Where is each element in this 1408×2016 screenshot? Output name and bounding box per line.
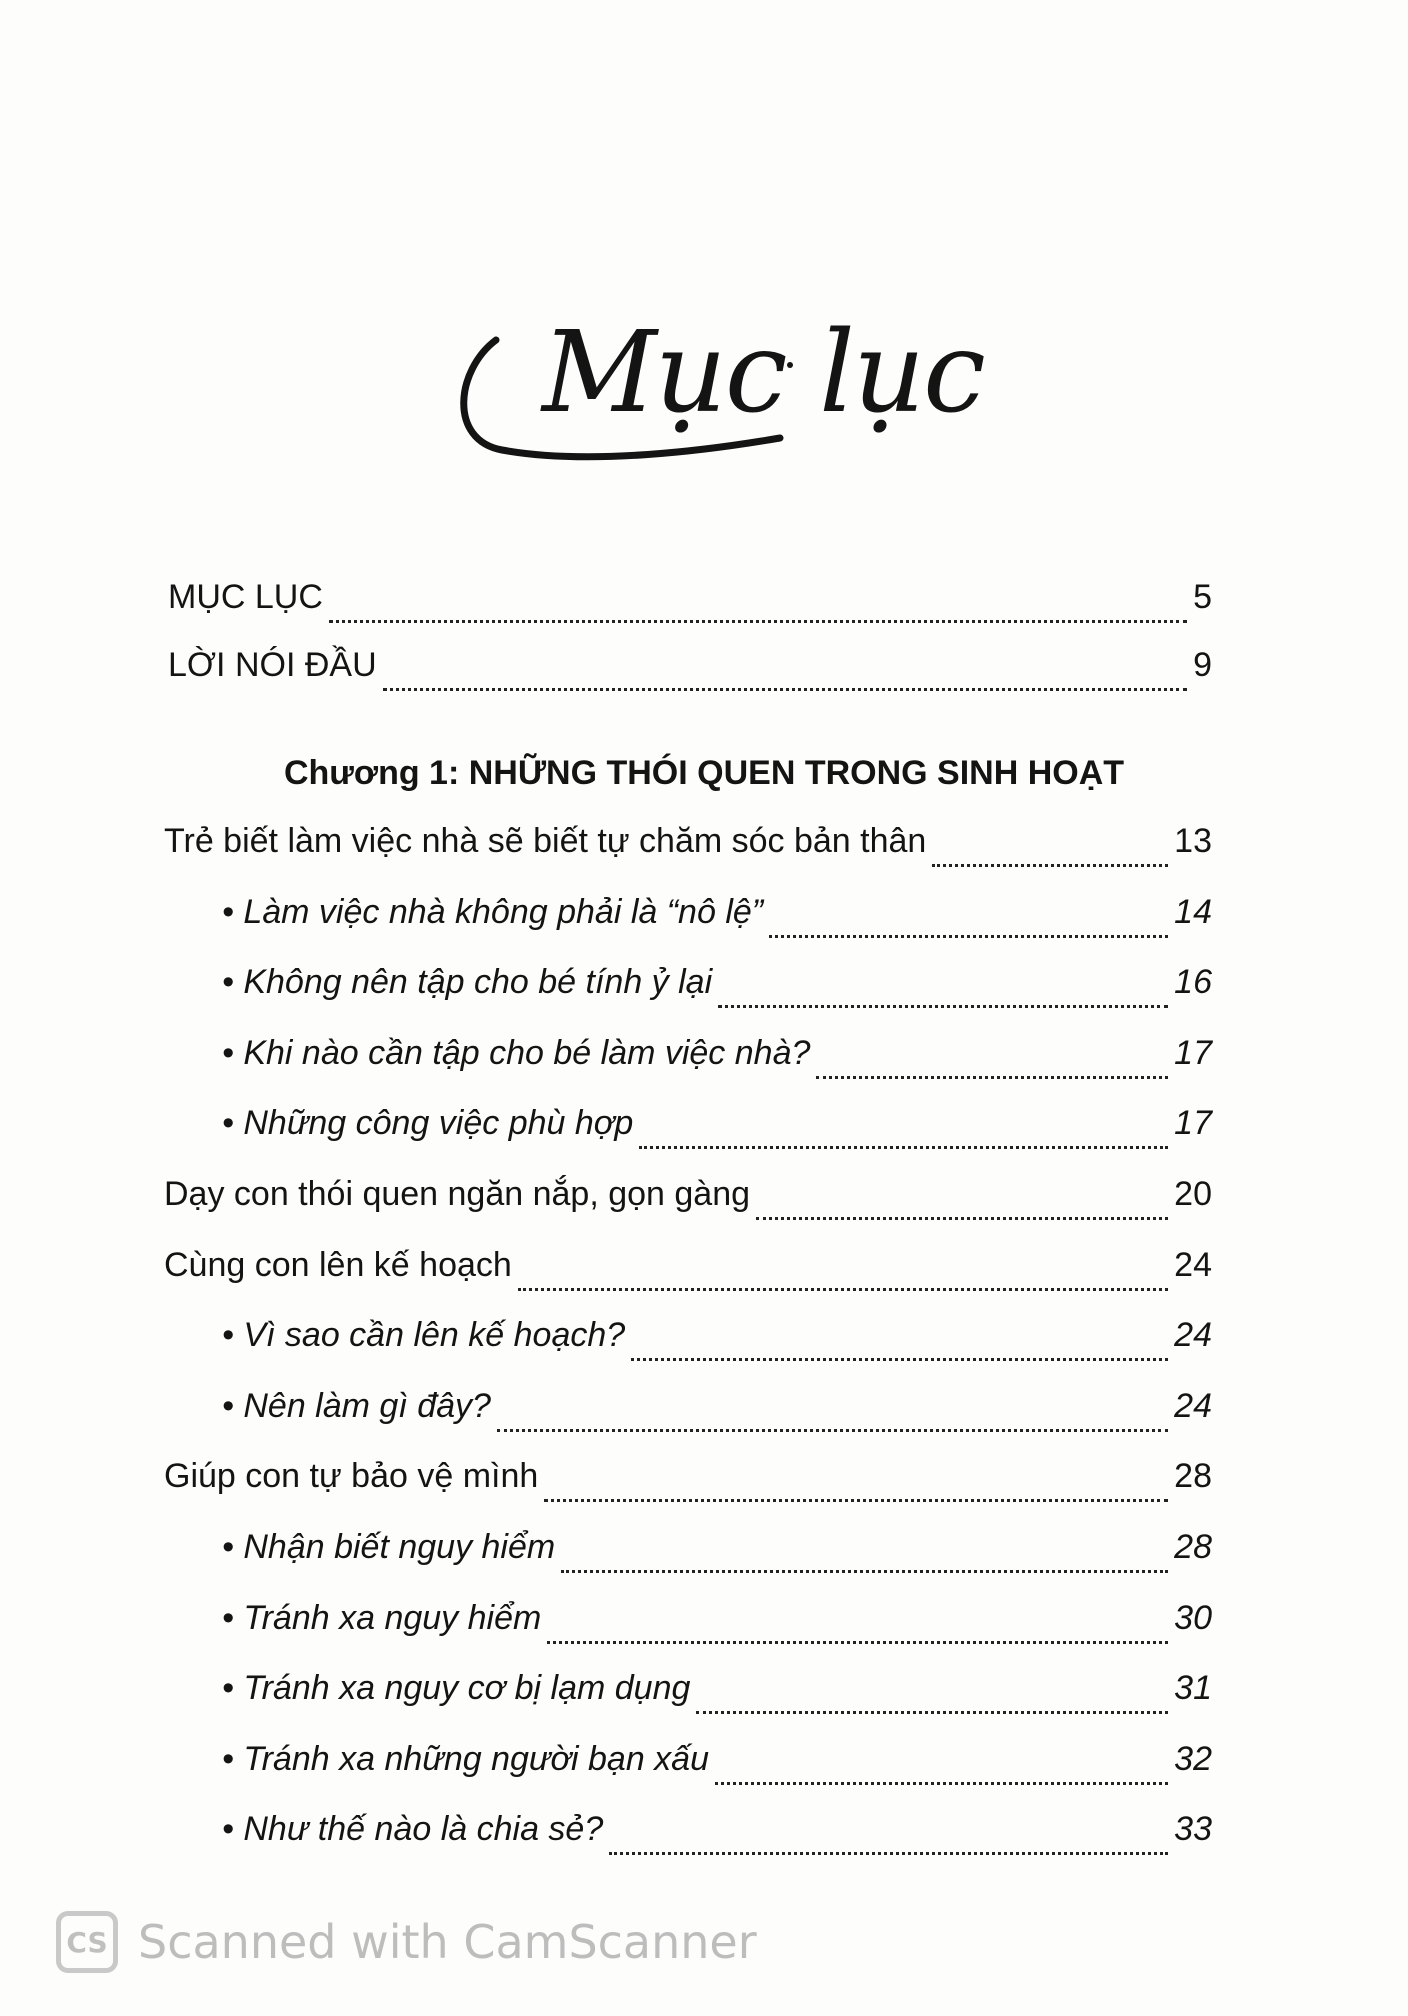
toc-page-number: 5	[1193, 578, 1212, 616]
toc-subentry	[222, 1669, 1212, 1723]
dot-leader	[816, 1076, 1168, 1079]
dot-leader	[756, 1217, 1168, 1220]
toc-page-number: 20	[1174, 1175, 1212, 1213]
title-block	[450, 300, 984, 475]
toc-page-number: 24	[1174, 1316, 1212, 1354]
toc-entry-label: • Vì sao cần lên kế hoạch?	[222, 1316, 626, 1354]
toc-page-number: 14	[1174, 893, 1212, 931]
toc-page-number: 24	[1174, 1246, 1212, 1284]
toc-page-number: 32	[1174, 1740, 1212, 1778]
dot-leader	[561, 1570, 1168, 1573]
toc-page-number: 31	[1174, 1669, 1212, 1707]
toc-subentry	[222, 1810, 1212, 1864]
toc-page-number: 28	[1174, 1528, 1212, 1566]
camscanner-watermark	[56, 1910, 757, 1974]
toc-entry-label: Giúp con tự bảo vệ mình	[164, 1457, 539, 1495]
toc-subentry	[222, 1599, 1212, 1653]
toc-entry-label: Trẻ biết làm việc nhà sẽ biết tự chăm sóc bản thân	[164, 822, 927, 860]
toc-page-number: 9	[1193, 646, 1212, 684]
toc-page-number: 17	[1174, 1104, 1212, 1142]
toc-page-number: 13	[1174, 822, 1212, 860]
toc-page-number: 28	[1174, 1457, 1212, 1495]
dot-leader	[609, 1852, 1168, 1855]
toc-entry	[164, 822, 1212, 876]
toc-subentry	[222, 963, 1212, 1017]
toc-entry-label: • Tránh xa nguy hiểm	[222, 1599, 542, 1637]
toc-entry-label: Dạy con thói quen ngăn nắp, gọn gàng	[164, 1175, 751, 1213]
toc-entry-label: • Làm việc nhà không phải là “nô lệ”	[222, 893, 764, 931]
dot-leader	[769, 935, 1168, 938]
toc-subentry	[222, 1528, 1212, 1582]
dot-leader	[547, 1641, 1168, 1644]
toc-page-number: 16	[1174, 963, 1212, 1001]
chapter-heading: Chương 1: NHỮNG THÓI QUEN TRONG SINH HOẠT	[283, 754, 1125, 792]
dot-leader	[544, 1499, 1168, 1502]
toc-entry	[168, 646, 1212, 700]
toc-entry-label: • Tránh xa những người bạn xấu	[222, 1740, 709, 1778]
toc-entry-label: Cùng con lên kế hoạch	[164, 1246, 512, 1284]
toc-page-number: 17	[1174, 1034, 1212, 1072]
dot-leader	[696, 1711, 1168, 1714]
toc-entry-label: • Như thế nào là chia sẻ?	[222, 1810, 604, 1848]
toc-subentry	[222, 1387, 1212, 1441]
watermark-text: Scanned with CamScanner	[138, 1915, 757, 1969]
toc-entry-label: • Không nên tập cho bé tính ỷ lại	[222, 963, 713, 1001]
toc-page-number: 30	[1174, 1599, 1212, 1637]
toc-entry-label: • Những công việc phù hợp	[222, 1104, 634, 1142]
toc-entry	[168, 578, 1212, 632]
dot-leader	[383, 688, 1187, 691]
toc-page-number: 24	[1174, 1387, 1212, 1425]
dot-leader	[639, 1146, 1168, 1149]
toc-subentry	[222, 1316, 1212, 1370]
toc-entry-label: • Nên làm gì đây?	[222, 1387, 491, 1425]
toc-entry-label: LỜI NÓI ĐẦU	[168, 646, 377, 684]
toc-subentry	[222, 1034, 1212, 1088]
toc-entry	[164, 1175, 1212, 1229]
toc-subentry	[222, 893, 1212, 947]
camscanner-logo-icon: CS	[56, 1911, 118, 1973]
toc-entry	[164, 1246, 1212, 1300]
toc-subentry	[222, 1740, 1212, 1794]
page-title: Mục lục	[542, 308, 984, 438]
dot-leader	[518, 1288, 1168, 1291]
dot-leader	[718, 1005, 1168, 1008]
dot-leader	[932, 864, 1168, 867]
toc-entry-label: MỤC LỤC	[168, 578, 323, 616]
dot-leader	[497, 1429, 1168, 1432]
toc-entry-label: • Nhận biết nguy hiểm	[222, 1528, 556, 1566]
toc-entry	[164, 1457, 1212, 1511]
toc-subentry	[222, 1104, 1212, 1158]
toc-entry-label: • Tránh xa nguy cơ bị lạm dụng	[222, 1669, 691, 1707]
toc-page-number: 33	[1174, 1810, 1212, 1848]
dot-leader	[715, 1782, 1168, 1785]
toc-entry-label: • Khi nào cần tập cho bé làm việc nhà?	[222, 1034, 811, 1072]
dot-leader	[631, 1358, 1168, 1361]
dot-leader	[329, 620, 1187, 623]
